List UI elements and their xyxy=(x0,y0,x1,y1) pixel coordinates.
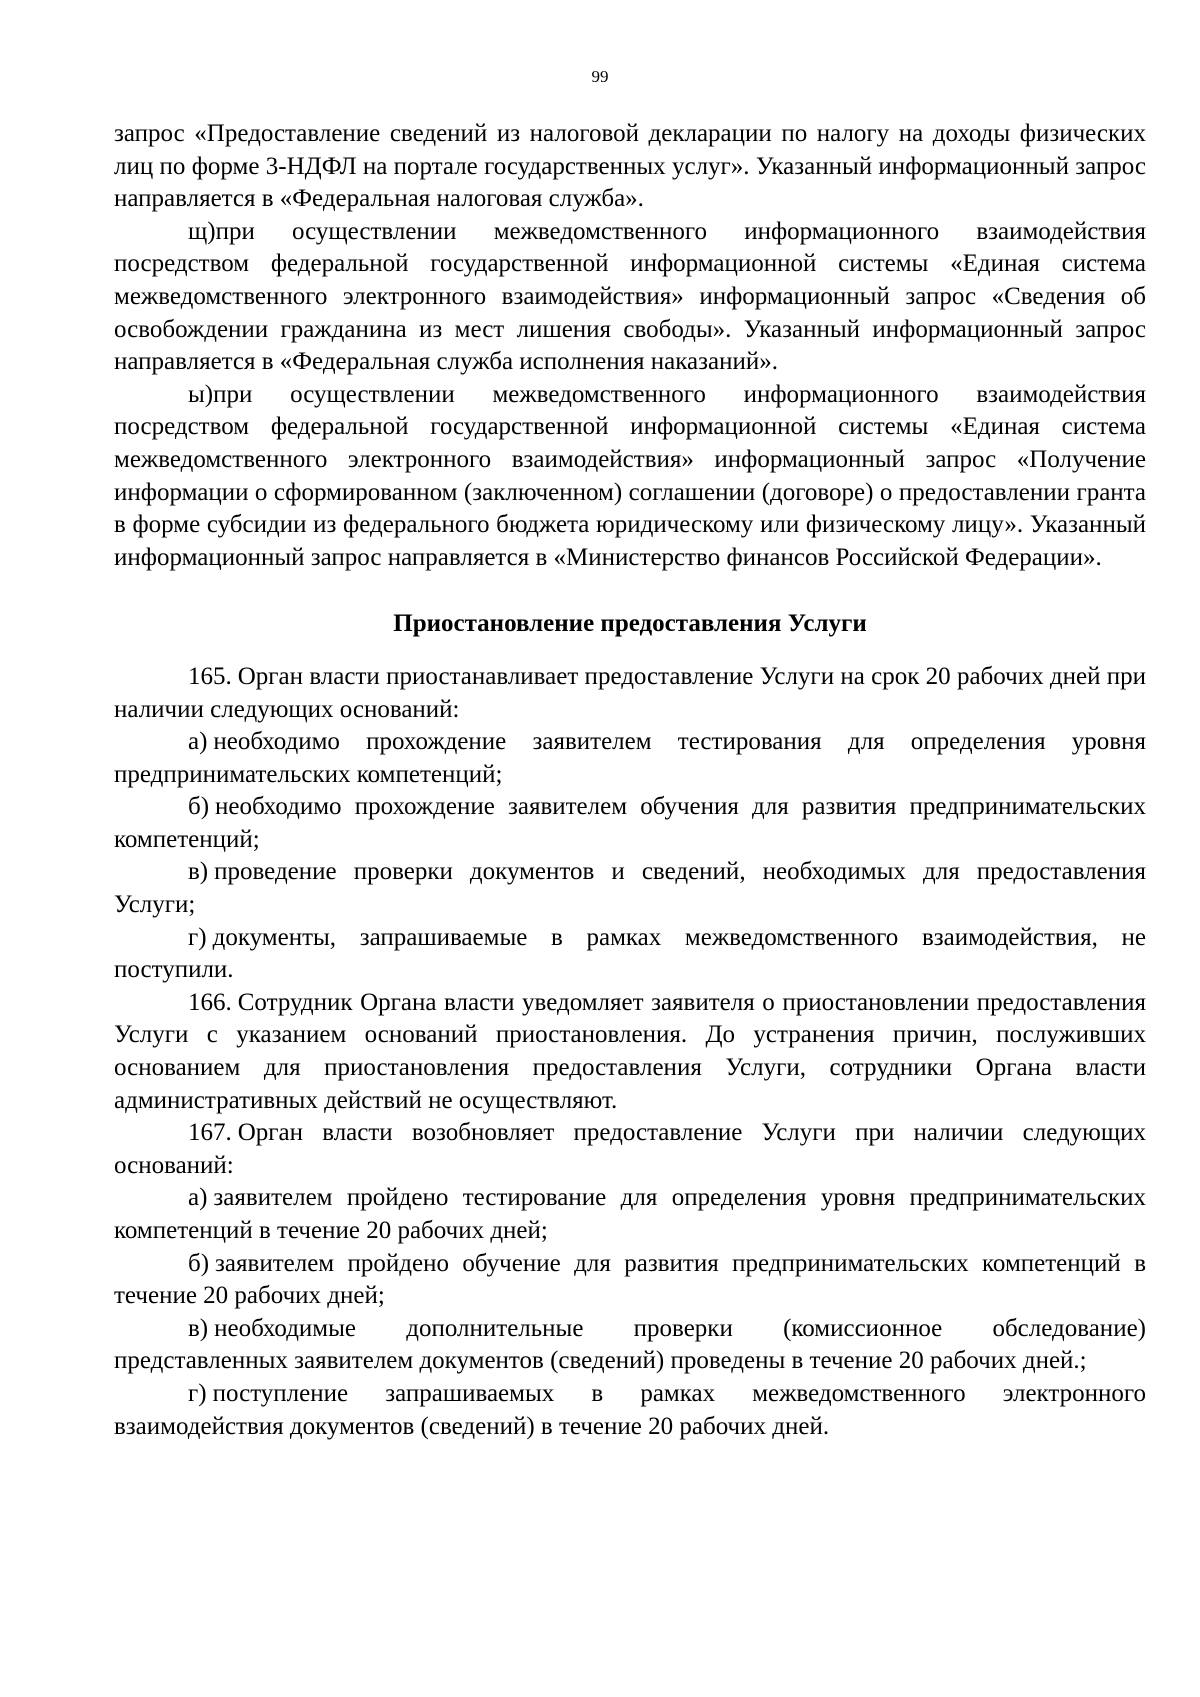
page-number: 99 xyxy=(591,67,609,86)
item-y-label: ы) xyxy=(188,380,214,408)
clause-165-item-v-text: проведение проверки документов и сведений, необходимых для предоставления Услуги; xyxy=(114,858,1146,919)
clause-167-item-g-label: г) xyxy=(188,1379,207,1407)
clause-165-item-g-label: г) xyxy=(188,923,207,951)
clause-165-item-g xyxy=(114,922,1146,987)
clause-165-item-a-text: необходимо прохождение заявителем тестирования для определения уровня предпринимательских компетенций; xyxy=(114,728,1146,788)
clause-167-item-a xyxy=(114,1182,1146,1247)
clause-167-item-g xyxy=(114,1378,1146,1443)
clause-167-text: Орган власти возобновляет предоставление Услуги при наличии следующих оснований: xyxy=(114,1119,1146,1179)
clause-167-item-v xyxy=(114,1313,1146,1378)
clause-167-item-v-text: необходимые дополнительные проверки (комиссионное обследование) представленных заявителем документов (сведений) проведены в течение 20 рабочих дней.; xyxy=(114,1314,1146,1375)
clause-167-item-b xyxy=(114,1248,1146,1313)
clause-167-number: 167. xyxy=(188,1119,232,1147)
clause-165-item-g-text: документы, запрашиваемые в рамках межведомственного взаимодействия, не поступили. xyxy=(114,923,1146,984)
item-y-paragraph xyxy=(114,379,1146,575)
section-heading: Приостановление предоставления Услуги xyxy=(393,610,867,638)
clause-167-item-v-label: в) xyxy=(188,1314,209,1342)
clause-167-item-b-label: б) xyxy=(188,1249,210,1277)
clause-167 xyxy=(114,1117,1146,1182)
clause-167-item-a-label: а) xyxy=(188,1184,208,1212)
clause-165-item-b-label: б) xyxy=(188,793,210,821)
item-shch-text: при осуществлении межведомственного информационного взаимодействия посредством федеральной государственной информационной системы «Единая система межведомственного электронного взаимодействия» информационный запрос «Сведения об освобождении гражданина из мест лишения свободы». Указанный информационный запрос направляется в «Федеральная служба исполнения наказаний». xyxy=(114,217,1146,376)
clause-165-text: Орган власти приостанавливает предоставление Услуги на срок 20 рабочих дней при наличии следующих оснований: xyxy=(114,662,1146,723)
item-shch-paragraph xyxy=(114,216,1146,379)
clause-166 xyxy=(114,987,1146,1117)
clause-167-item-a-text: заявителем пройдено тестирование для определения уровня предпринимательских компетенций в течение 20 рабочих дней; xyxy=(114,1184,1146,1244)
clause-165-item-a xyxy=(114,726,1146,791)
clause-166-number: 166. xyxy=(188,988,232,1016)
clause-165-number: 165. xyxy=(188,662,232,690)
document-body xyxy=(114,118,1146,1443)
item-y-text: при осуществлении межведомственного информационного взаимодействия посредством федеральной государственной информационной системы «Единая система межведомственного электронного взаимодействия» информационный запрос «Получение информации о сформированном (заключенном) соглашении (договоре) о предоставлении гранта в форме субсидии из федерального бюджета юридическому или физическому лицу». Указанный информационный запрос направляется в «Министерство финансов Российской Федерации». xyxy=(114,380,1146,571)
clause-165-item-v xyxy=(114,856,1146,921)
clause-167-item-g-text: поступление запрашиваемых в рамках межведомственного электронного взаимодействия документов (сведений) в течение 20 рабочих дней. xyxy=(114,1379,1146,1440)
clause-165-item-v-label: в) xyxy=(188,858,209,886)
clause-165 xyxy=(114,661,1146,726)
clause-166-text: Сотрудник Органа власти уведомляет заявителя о приостановлении предоставления Услуги с указанием оснований приостановления. До устранения причин, послуживших основанием для приостановления предоставления Услуги, сотрудники Органа власти административных действий не осуществляют. xyxy=(114,988,1146,1114)
clause-167-item-b-text: заявителем пройдено обучение для развития предпринимательских компетенций в течение 20 рабочих дней; xyxy=(114,1249,1146,1310)
clause-165-item-b-text: необходимо прохождение заявителем обучения для развития предпринимательских компетенций; xyxy=(114,793,1146,853)
clause-165-item-b xyxy=(114,791,1146,856)
intro-paragraph: запрос «Предоставление сведений из налоговой декларации по налогу на доходы физических лиц по форме 3-НДФЛ на портале государственных услуг». Указанный информационный запрос направляется в «Федеральная налоговая служба». xyxy=(114,120,1146,213)
item-shch-label: щ) xyxy=(188,217,216,245)
clause-165-item-a-label: а) xyxy=(188,728,208,756)
